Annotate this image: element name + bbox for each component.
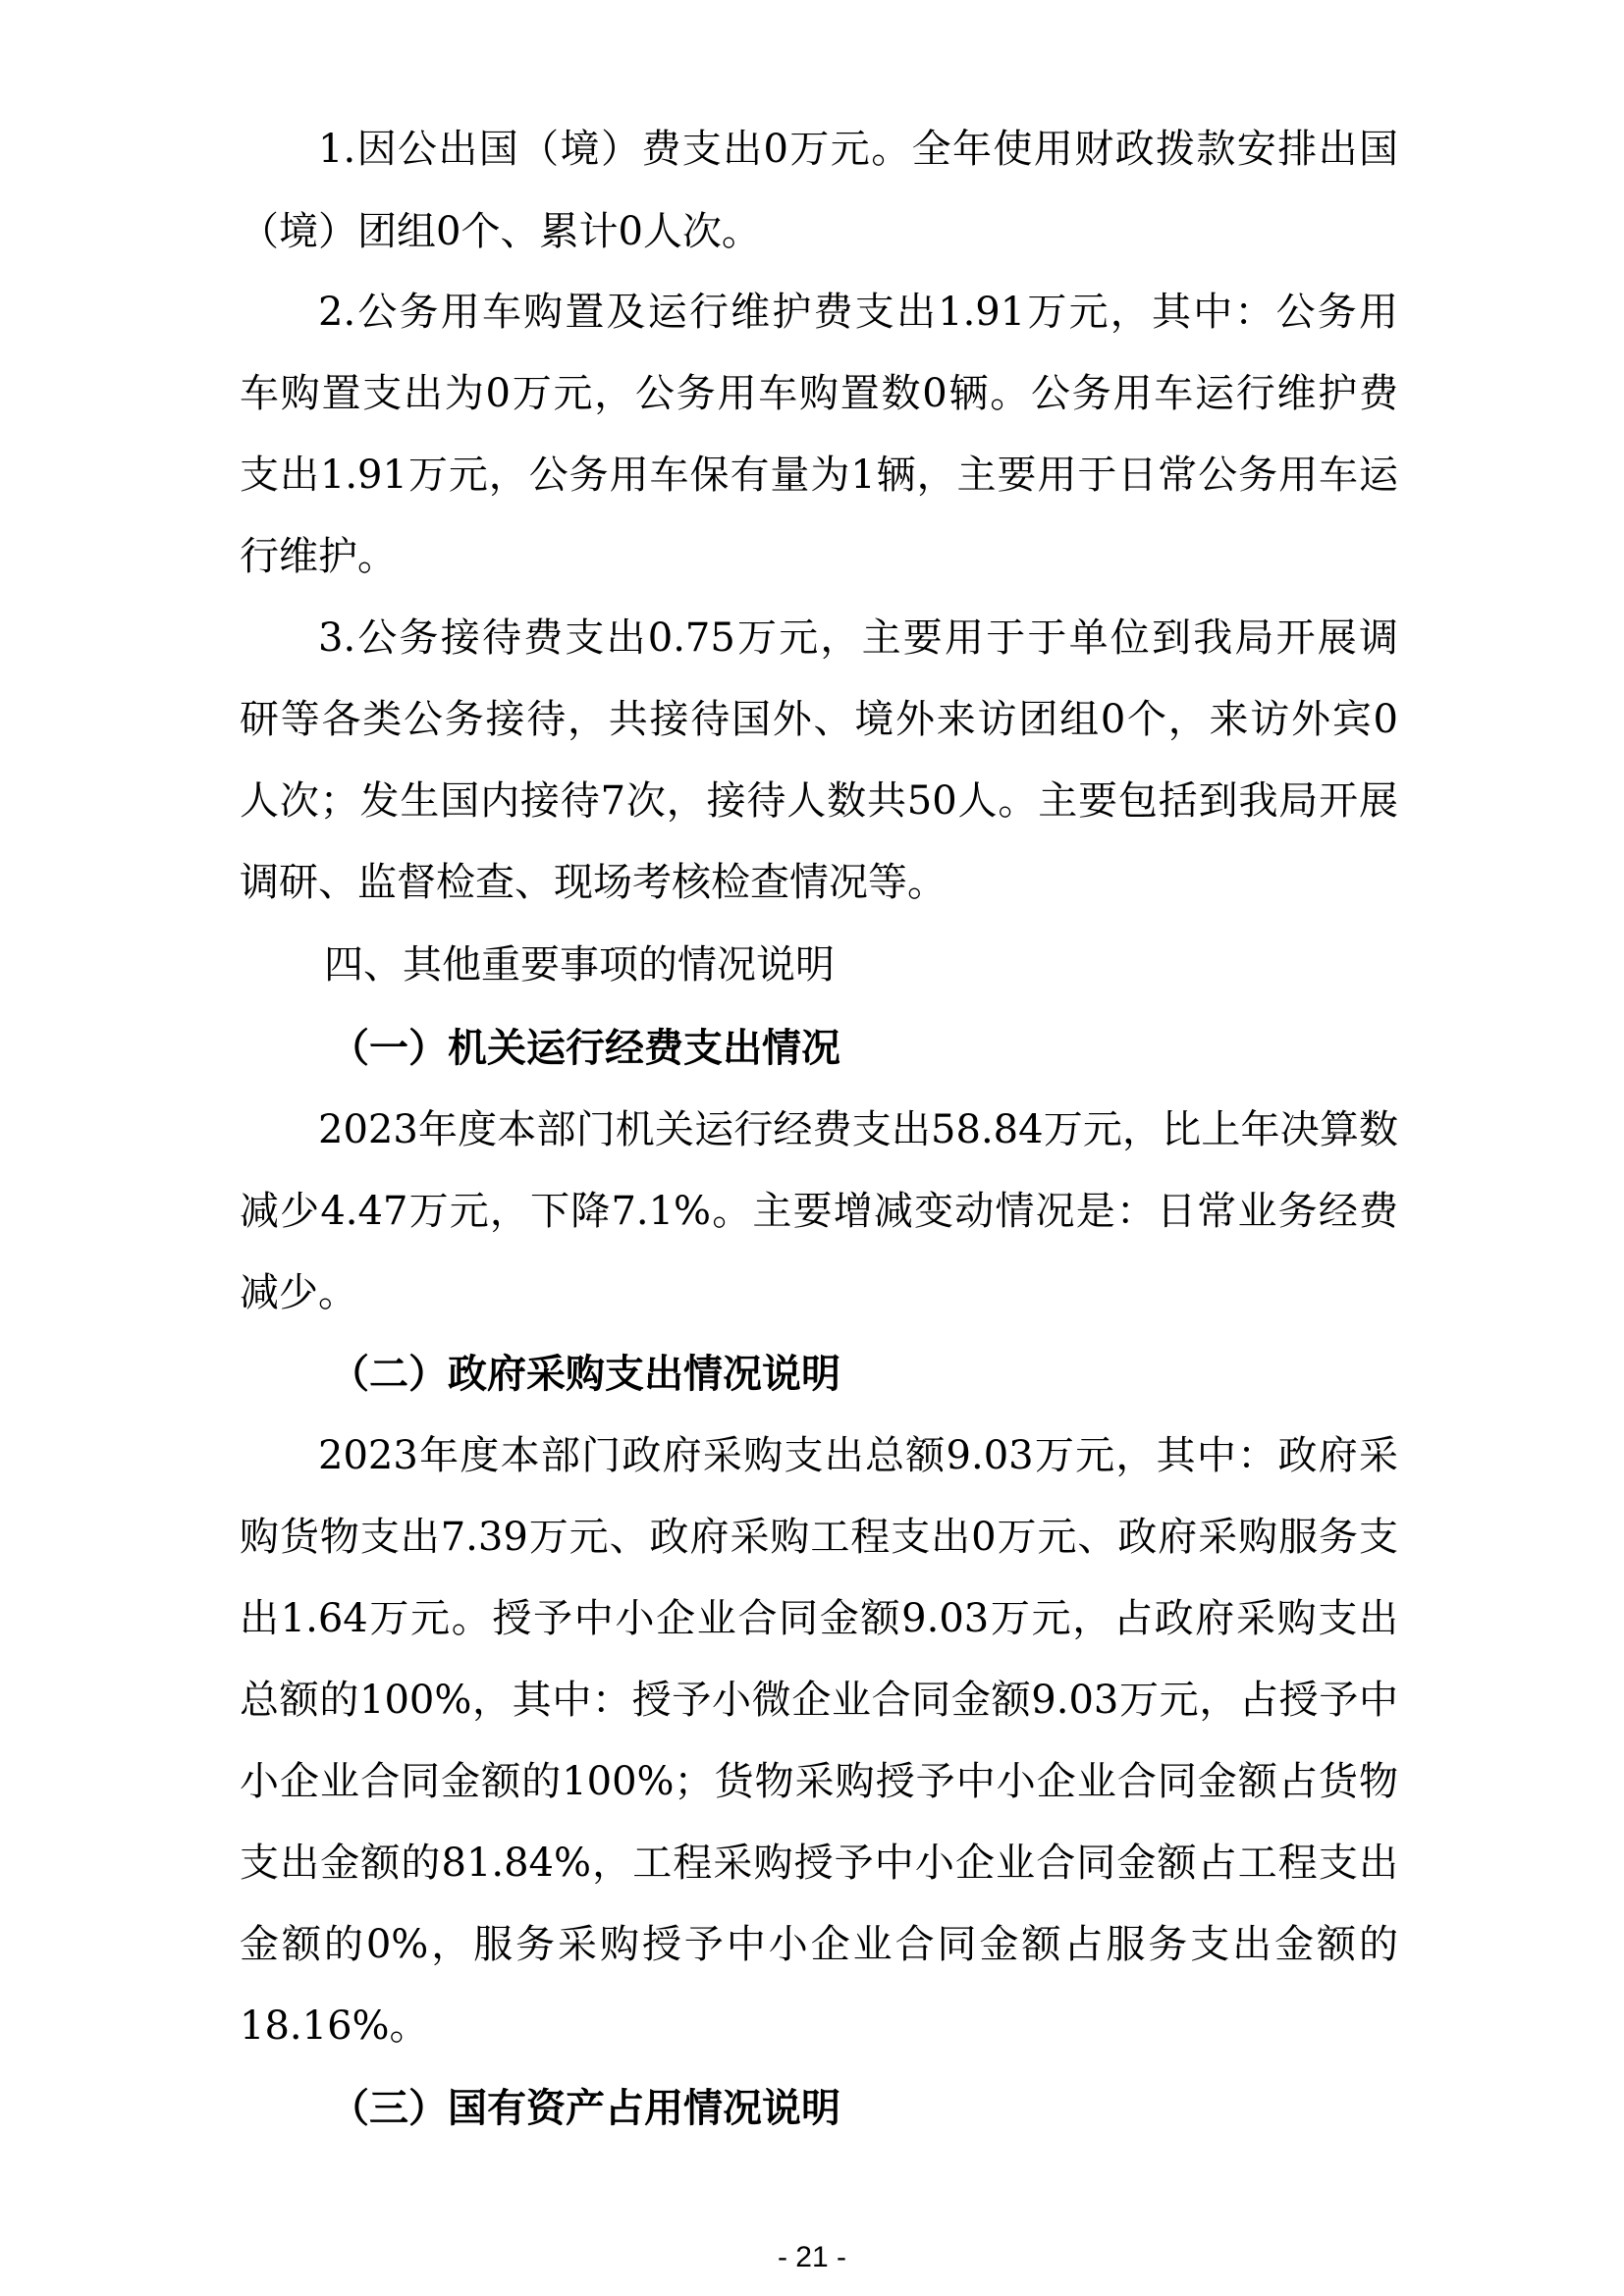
paragraph-line: 支出1.91万元，公务用车保有量为1辆，主要用于日常公务用车运 [240, 453, 1398, 498]
paragraph-line: 行维护。 [240, 534, 397, 579]
subsection-heading: （三）国有资产占用情况说明 [330, 2086, 840, 2131]
page-number: - 21 - [777, 2241, 847, 2273]
paragraph-line: （境）团组0个、累计0人次。 [240, 209, 761, 254]
paragraph-line: 人次；发生国内接待7次，接待人数共50人。主要包括到我局开展 [240, 778, 1398, 824]
paragraph-line: 购货物支出7.39万元、政府采购工程支出0万元、政府采购服务支 [240, 1515, 1398, 1560]
paragraph-line: 出1.64万元。授予中小企业合同金额9.03万元，占政府采购支出 [240, 1596, 1398, 1641]
paragraph-line: 车购置支出为0万元，公务用车购置数0辆。公务用车运行维护费 [240, 371, 1398, 416]
paragraph-line: 支出金额的81.84%，工程采购授予中小企业合同金额占工程支出 [240, 1841, 1398, 1886]
paragraph-line: 研等各类公务接待，共接待国外、境外来访团组0个，来访外宾0 [240, 697, 1398, 742]
paragraph-line: 3.公务接待费支出0.75万元，主要用于于单位到我局开展调 [318, 615, 1398, 661]
paragraph-line: 2023年度本部门机关运行经费支出58.84万元，比上年决算数 [318, 1107, 1398, 1152]
paragraph-line: 调研、监督检查、现场考核检查情况等。 [240, 860, 947, 905]
subsection-heading: （一）机关运行经费支出情况 [330, 1026, 840, 1071]
subsection-heading: （二）政府采购支出情况说明 [330, 1352, 840, 1397]
paragraph-line: 金额的0%，服务采购授予中小企业合同金额占服务支出金额的 [240, 1922, 1398, 1967]
paragraph-line: 18.16%。 [240, 2003, 429, 2049]
paragraph-line: 2023年度本部门政府采购支出总额9.03万元，其中：政府采 [318, 1433, 1398, 1478]
paragraph-line: 减少。 [240, 1270, 357, 1315]
section-heading: 四、其他重要事项的情况说明 [324, 942, 835, 988]
paragraph-line: 减少4.47万元，下降7.1%。主要增减变动情况是：日常业务经费 [240, 1189, 1398, 1234]
paragraph-line: 1.因公出国（境）费支出0万元。全年使用财政拨款安排出国 [318, 127, 1398, 172]
paragraph-line: 2.公务用车购置及运行维护费支出1.91万元，其中：公务用 [318, 290, 1398, 335]
paragraph-line: 小企业合同金额的100%；货物采购授予中小企业合同金额占货物 [240, 1759, 1398, 1804]
paragraph-line: 总额的100%，其中：授予小微企业合同金额9.03万元，占授予中 [240, 1678, 1398, 1723]
